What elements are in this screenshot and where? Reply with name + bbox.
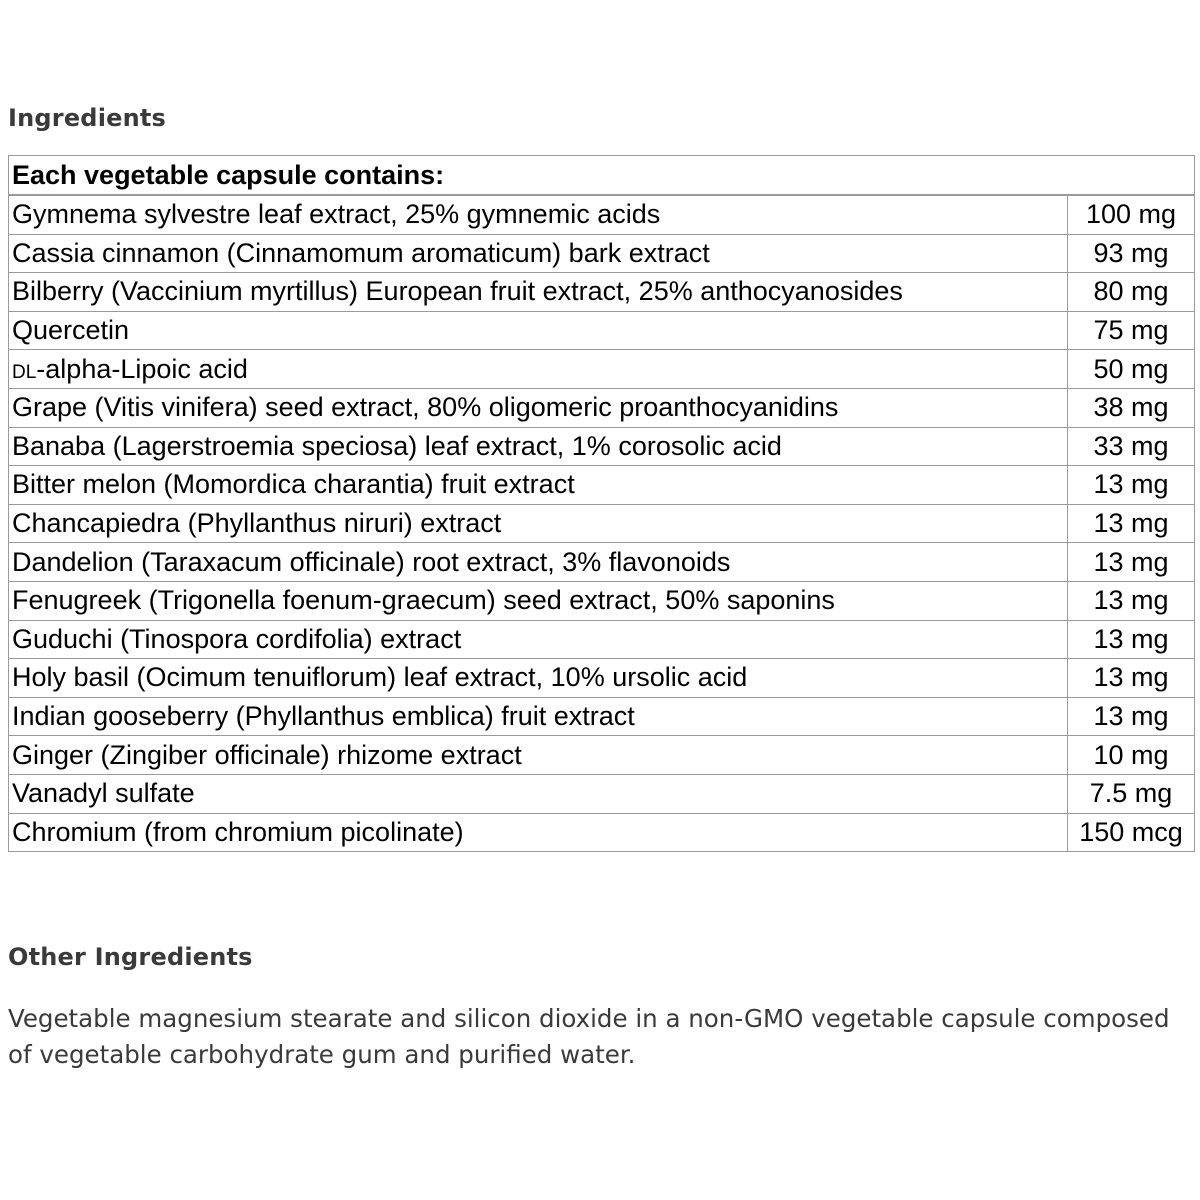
ingredient-amount: 38 mg: [1068, 388, 1195, 427]
table-row: [9, 774, 1195, 813]
table-row: [9, 466, 1195, 505]
table-row: [9, 543, 1195, 582]
table-row: [9, 659, 1195, 698]
ingredient-name: Gymnema sylvestre leaf extract, 25% gymnemic acids: [9, 195, 1068, 234]
ingredient-name: Dandelion (Taraxacum officinale) root extract, 3% flavonoids: [9, 543, 1068, 582]
ingredient-name: [9, 350, 1068, 389]
table-row: [9, 813, 1195, 852]
ingredient-name: Cassia cinnamon (Cinnamomum aromaticum) bark extract: [9, 234, 1068, 273]
ingredient-amount: 100 mg: [1068, 195, 1195, 234]
ingredient-name: Grape (Vitis vinifera) seed extract, 80% oligomeric proanthocyanidins: [9, 388, 1068, 427]
ingredient-amount: 13 mg: [1068, 620, 1195, 659]
ingredient-name: Vanadyl sulfate: [9, 774, 1068, 813]
ingredient-name: Holy basil (Ocimum tenuiflorum) leaf extract, 10% ursolic acid: [9, 659, 1068, 698]
table-row: [9, 736, 1195, 775]
ingredient-amount: 75 mg: [1068, 311, 1195, 350]
table-header-row: [9, 156, 1195, 196]
ingredient-name-text: -alpha-Lipoic acid: [36, 353, 248, 384]
other-ingredients-heading: Other Ingredients: [8, 943, 253, 971]
table-header-cell: Each vegetable capsule contains:: [9, 156, 1195, 196]
table-row: [9, 581, 1195, 620]
ingredient-amount: 80 mg: [1068, 273, 1195, 312]
table-row: [9, 620, 1195, 659]
ingredients-heading: Ingredients: [8, 104, 167, 132]
ingredient-name: Ginger (Zingiber officinale) rhizome extract: [9, 736, 1068, 775]
ingredient-name: Chromium (from chromium picolinate): [9, 813, 1068, 852]
ingredient-name: Bitter melon (Momordica charantia) fruit extract: [9, 466, 1068, 505]
table-row: [9, 388, 1195, 427]
ingredient-name: Fenugreek (Trigonella foenum-graecum) seed extract, 50% saponins: [9, 581, 1068, 620]
table-row: [9, 504, 1195, 543]
ingredient-name: Chancapiedra (Phyllanthus niruri) extract: [9, 504, 1068, 543]
ingredient-name: Indian gooseberry (Phyllanthus emblica) fruit extract: [9, 697, 1068, 736]
ingredient-amount: 13 mg: [1068, 697, 1195, 736]
other-ingredients-text: Vegetable magnesium stearate and silicon dioxide in a non-GMO vegetable capsule composed of vegetable carbohydrate gum and purified water.: [8, 1004, 1170, 1069]
ingredient-amount: 7.5 mg: [1068, 774, 1195, 813]
ingredient-amount: 150 mcg: [1068, 813, 1195, 852]
ingredient-name: Bilberry (Vaccinium myrtillus) European fruit extract, 25% anthocyanosides: [9, 273, 1068, 312]
ingredient-amount: 13 mg: [1068, 504, 1195, 543]
table-row: [9, 234, 1195, 273]
table-row: [9, 427, 1195, 466]
ingredient-amount: 13 mg: [1068, 659, 1195, 698]
table-row: [9, 311, 1195, 350]
ingredients-table: [8, 155, 1195, 852]
ingredient-amount: 33 mg: [1068, 427, 1195, 466]
table-row: [9, 350, 1195, 389]
ingredient-name: Guduchi (Tinospora cordifolia) extract: [9, 620, 1068, 659]
table-row: [9, 273, 1195, 312]
table-row: [9, 697, 1195, 736]
ingredient-amount: 13 mg: [1068, 581, 1195, 620]
ingredient-amount: 93 mg: [1068, 234, 1195, 273]
table-row: [9, 195, 1195, 234]
ingredient-name: Banaba (Lagerstroemia speciosa) leaf extract, 1% corosolic acid: [9, 427, 1068, 466]
ingredient-amount: 13 mg: [1068, 543, 1195, 582]
ingredient-amount: 10 mg: [1068, 736, 1195, 775]
ingredient-name: Quercetin: [9, 311, 1068, 350]
ingredient-amount: 13 mg: [1068, 466, 1195, 505]
ingredient-name-prefix: dl: [12, 353, 37, 384]
ingredient-amount: 50 mg: [1068, 350, 1195, 389]
